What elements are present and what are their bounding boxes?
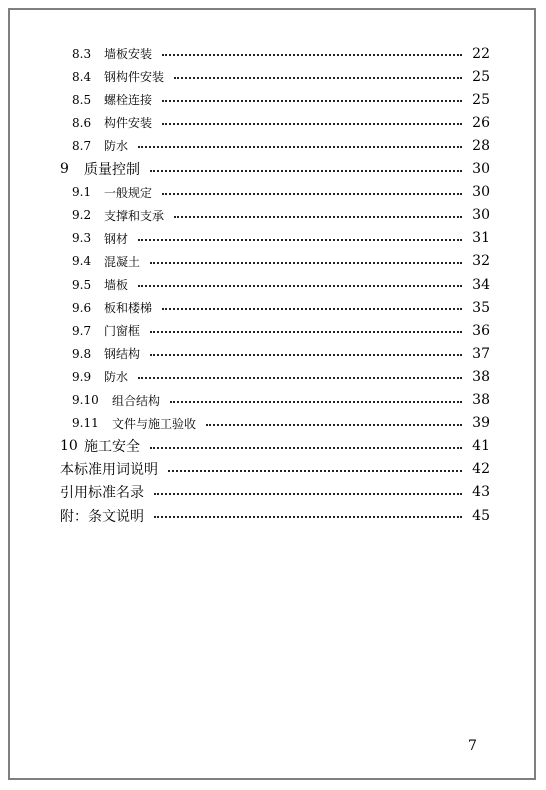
toc-entry-number: 9.7 <box>72 323 92 338</box>
toc-entry-page: 43 <box>472 484 490 501</box>
toc-entry-number: 9.11 <box>72 416 99 431</box>
toc-entry-number: 8.4 <box>72 69 92 84</box>
toc-entry-title: 墙板安装 <box>104 47 153 61</box>
toc-entry[interactable] <box>10 181 534 204</box>
toc-entry-title: 门窗框 <box>104 324 141 339</box>
toc-entry-number: 9.1 <box>72 185 92 200</box>
dot-leader <box>138 238 462 241</box>
toc-entry[interactable] <box>10 435 534 458</box>
toc-entry-page: 22 <box>472 45 490 62</box>
toc-entry-number: 10 <box>60 438 78 455</box>
toc-entry-number: 9.4 <box>72 254 92 269</box>
dot-leader <box>162 192 462 195</box>
dot-leader <box>206 423 462 426</box>
toc-entry-page: 30 <box>472 207 490 224</box>
dot-leader <box>162 99 462 102</box>
dot-leader <box>154 515 462 518</box>
dot-leader <box>162 307 462 310</box>
dot-leader <box>174 215 462 218</box>
toc-entry-title: 本标准用词说明 <box>60 462 158 479</box>
toc-entry[interactable] <box>10 504 534 527</box>
toc-entry[interactable] <box>10 65 534 88</box>
dot-leader <box>150 446 462 449</box>
toc-entry-title: 钢材 <box>104 231 129 246</box>
toc-entry-number: 8.5 <box>72 92 92 107</box>
toc-entry-page: 28 <box>472 137 490 154</box>
dot-leader <box>138 145 462 148</box>
toc-entry-page: 37 <box>472 345 490 362</box>
toc-entry-number: 8.7 <box>72 138 92 153</box>
toc-entry[interactable] <box>10 204 534 227</box>
toc-entry[interactable] <box>10 342 534 365</box>
toc-entry-title: 钢结构 <box>104 347 141 362</box>
toc-entry-number: 9.8 <box>72 346 92 361</box>
toc-entry[interactable] <box>10 273 534 296</box>
toc-entry-page: 31 <box>472 230 490 247</box>
dot-leader <box>138 284 462 287</box>
toc-entry-number: 9.9 <box>72 369 92 384</box>
toc-entry[interactable] <box>10 481 534 504</box>
toc-entry-number: 8.6 <box>72 115 92 130</box>
toc-entry[interactable] <box>10 319 534 342</box>
toc-entry[interactable] <box>10 389 534 412</box>
toc-entry[interactable] <box>10 134 534 157</box>
toc-entry-title: 引用标准名录 <box>60 485 144 502</box>
dot-leader <box>170 400 462 403</box>
toc-entry-number: 9.10 <box>72 393 99 407</box>
toc-entry-page: 38 <box>472 392 490 408</box>
toc-entry[interactable] <box>10 111 534 134</box>
toc-entry-page: 30 <box>472 184 490 201</box>
dot-leader <box>162 53 462 56</box>
toc-entry-title: 质量控制 <box>84 162 140 178</box>
toc-entry-title: 附：条文说明 <box>60 508 144 525</box>
dot-leader <box>174 76 462 79</box>
toc-entry[interactable] <box>10 296 534 319</box>
dot-leader <box>150 169 462 172</box>
toc-entry-title: 组合结构 <box>112 393 161 408</box>
toc-entry-page: 38 <box>472 368 490 385</box>
toc-entry-title: 支撑和支承 <box>104 208 165 223</box>
toc-entry-page: 26 <box>472 114 490 131</box>
dot-leader <box>150 330 462 333</box>
toc-entry-title: 钢构件安装 <box>104 70 165 85</box>
toc-entry-title: 防水 <box>104 139 129 154</box>
toc-entry-number: 9.5 <box>72 277 92 292</box>
toc-entry-number: 9.2 <box>72 208 92 223</box>
toc-entry[interactable] <box>10 227 534 250</box>
toc-entry-number: 8.3 <box>72 46 92 61</box>
toc-entry-page: 32 <box>472 253 490 270</box>
toc-entry-page: 25 <box>472 68 490 85</box>
toc-entry[interactable] <box>10 365 534 388</box>
toc-entry[interactable] <box>10 158 534 181</box>
dot-leader <box>168 469 462 472</box>
toc-entry-number: 9 <box>60 161 69 177</box>
toc-entry[interactable] <box>10 88 534 111</box>
document-page <box>8 8 536 780</box>
toc-entry[interactable] <box>10 458 534 481</box>
toc-entry-page: 42 <box>472 461 490 478</box>
toc-entry[interactable] <box>10 250 534 273</box>
toc-entry-title: 构件安装 <box>104 116 153 131</box>
dot-leader <box>138 376 462 379</box>
toc-entry-number: 9.3 <box>72 231 92 246</box>
toc-entry-title: 施工安全 <box>84 439 140 456</box>
toc-entry[interactable] <box>10 42 534 65</box>
dot-leader <box>150 261 462 264</box>
toc-entry-title: 防水 <box>104 370 129 385</box>
toc-entry-title: 混凝土 <box>104 254 141 269</box>
toc-entry-page: 45 <box>472 507 490 524</box>
dot-leader <box>150 353 462 356</box>
dot-leader <box>162 122 462 125</box>
toc-entry-title: 一般规定 <box>104 185 153 200</box>
page-number: 7 <box>468 738 477 754</box>
dot-leader <box>154 492 462 495</box>
toc-entry-number: 9.6 <box>72 300 92 315</box>
toc-entry-page: 30 <box>472 161 490 177</box>
toc-entry-title: 螺栓连接 <box>104 93 153 108</box>
toc-entry-title: 板和楼梯 <box>104 301 153 316</box>
toc-entry-page: 41 <box>472 438 490 455</box>
toc-entry[interactable] <box>10 412 534 435</box>
toc-entry-page: 25 <box>472 91 490 108</box>
toc-entry-page: 36 <box>472 322 490 339</box>
toc-entry-page: 34 <box>472 276 490 293</box>
toc-entry-page: 39 <box>472 415 490 432</box>
toc-entry-page: 35 <box>472 299 490 316</box>
toc-entry-title: 墙板 <box>104 278 129 292</box>
toc-entry-title: 文件与施工验收 <box>112 416 197 431</box>
